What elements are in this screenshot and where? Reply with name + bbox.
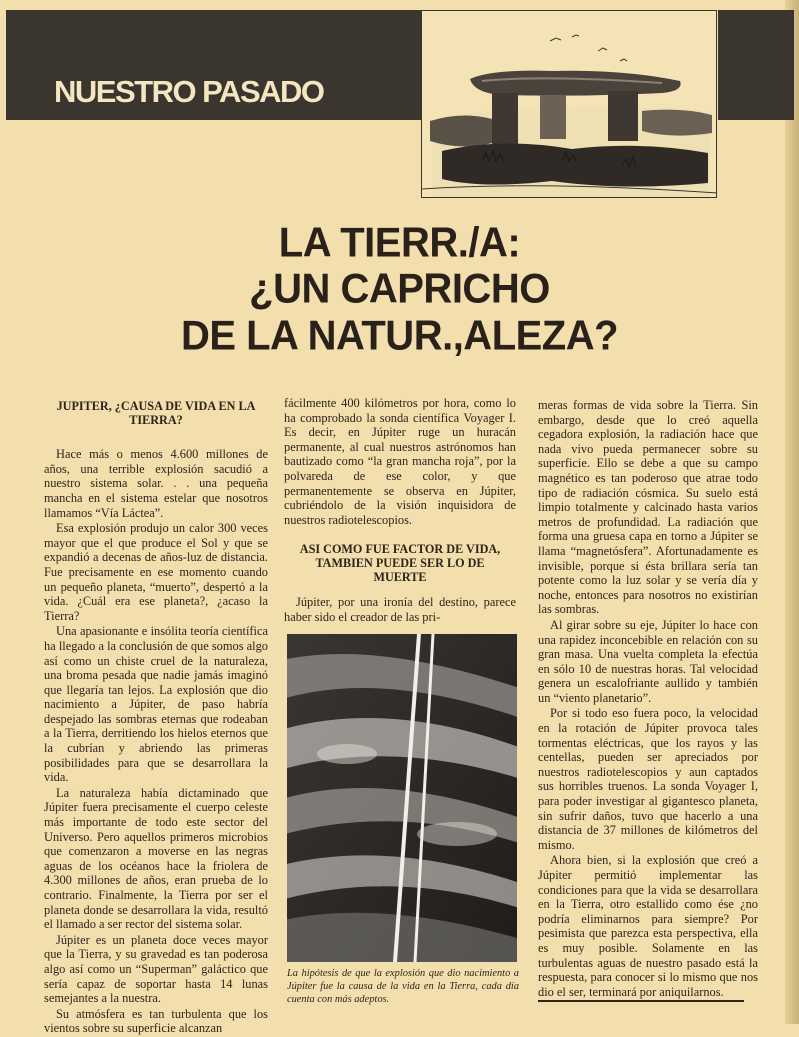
paragraph: Esa explosión produjo un calor 300 veces mayor que el que produce el Sol y que se expandió a decenas de años-luz de distancia. Fue precisamente en ese momento cuando un pequeño planeta, “muerto”, despertó a la vida. ¿Cuál era ese planeta?, ¿acaso la Tierra? bbox=[44, 521, 268, 623]
article-column-3 bbox=[538, 398, 758, 1000]
paragraph: Hace más o menos 4.600 millones de años, una terrible explosión sacudió a nuestro sistema solar. . . una pequeña mancha en el sistema estelar que nosotros llamamos “Vía Láctea”. bbox=[44, 447, 268, 520]
paragraph: Al girar sobre su eje, Júpiter lo hace con una rapidez inconcebible en relación con su gran masa. Una vuelta completa la efectúa en sólo 10 de nuestras horas. Tal velocidad genera un escalofriante aullido y también un “viento planetario”. bbox=[538, 617, 758, 705]
photo-caption: La hipótesis de que la explosión que dio nacimiento a Júpiter fue la causa de la vida en la Tierra, cada día cuenta con más adeptos. bbox=[287, 968, 519, 1005]
jupiter-bands-image bbox=[287, 634, 517, 962]
article-end-rule bbox=[538, 1000, 744, 1002]
paragraph: Júpiter es un planeta doce veces mayor que la Tierra, y su gravedad es tan poderosa algo así como un “Superman” galáctico que sería capaz de soportar hasta 14 lunas semejantes a la nuestra. bbox=[44, 932, 268, 1006]
headline-line-3: DE LA NATUR.,ALEZA? bbox=[180, 312, 619, 360]
column-1-subhead: JUPITER, ¿CAUSA DE VIDA EN LA TIERRA? bbox=[56, 399, 256, 427]
paragraph: fácilmente 400 kilómetros por hora, como lo ha comprobado la sonda científica Voyager I. Es decir, en Júpiter ruge un huracán permanente, al cual nuestros astrónomos han bautizado como “la gran mancha roja”, por la polvareda de ese color, y que permanentemente se observa en Júpiter, cubriéndolo de la visión inquisidora de nuestros radiotelescopios. bbox=[284, 396, 516, 527]
paragraph: meras formas de vida sobre la Tierra. Sin embargo, desde que lo creó aquella cegadora explosión, la radiación hace que nada vivo pueda permanecer sobre su superficie. Ello se debe a que su campo magnético es tan poderoso que atrae todo tipo de radiación cósmica. Su suelo está limpio totalmente y calcinado hasta varios metros de profundidad. La radiación que forma una gruesa capa en torno a Júpiter se llama “magnetósfera”. Afortunadamente es invisible, porque si ésta brillara sería tan potente como la luz solar y se vería día y noche, entonces para nosotros no existirían las sombras. bbox=[538, 398, 758, 617]
paragraph: Su atmósfera es tan turbulenta que los vientos sobre su superficie alcanzan bbox=[44, 1006, 268, 1036]
dolmen-illustration bbox=[421, 10, 717, 198]
paragraph: Júpiter, por una ironía del destino, parece haber sido el creador de las pri- bbox=[284, 595, 516, 624]
headline-line-2: ¿UN CAPRI​CHO bbox=[249, 265, 550, 313]
section-header-band-right bbox=[718, 10, 794, 120]
jupiter-photo bbox=[287, 634, 517, 962]
headline-line-1: LA TIERR./A: bbox=[278, 219, 521, 267]
dolmen-drawing bbox=[422, 11, 717, 198]
column-2-subhead: ASI COMO FUE FACTOR DE VIDA, TAMBIEN PUEDE SER LO DE MUERTE bbox=[299, 542, 501, 584]
section-title: NUESTRO PASADO bbox=[54, 74, 324, 109]
paragraph: Una apasionante e insólita teoría científica ha llegado a la conclusión de que somos algo así como un chiste cruel de la naturaleza, una broma pesada que nadie jamás imaginó que llegaría tan lejos. La explosión que dio nacimiento a Júpiter, de paso habría despejado las sombras eternas que rodeaban a la Tierra, derritiendo los hielos eternos que la cubrían y abriendo las primeras posibilidades para que se desarrollara la vida. bbox=[44, 624, 268, 785]
paragraph: Por si todo eso fuera poco, la velocidad en la rotación de Júpiter provoca tales tormentas eléctricas, que los rayos y las centellas, pueden ser apreciados por nuestros radiotelescopios y aun captados sus horribles truenos. La sonda Voyager I, para poder investigar al gigantesco planeta, sin sufrir daños, tuvo que hacerlo a una distancia de 37 millones de kilómetros del mismo. bbox=[538, 706, 758, 852]
page-edge bbox=[785, 0, 799, 1024]
paragraph: Ahora bien, si la explosión que creó a Júpiter permitió implementar las condiciones para que la vida se desarrollara en la Tierra, otro estallido como ése ¿no podría eliminarnos para siempre? Por pesimista que parezca esta perspectiva, ella es muy posible. Solamente en las turbulentas aguas de nuestro pasado está la respuesta, para conocer si lo mismo que nos dio el ser, terminará por aniquilarnos. bbox=[538, 853, 758, 999]
article-column-2 bbox=[284, 396, 516, 625]
paragraph: La naturaleza había dictaminado que Júpiter fuera precisamente el cuerpo celeste más importante de todo este sector del Universo. Pero aquellos primeros microbios que comenzaron a moverse en las negras aguas de los océanos hace la friolera de 4.300 millones de años, eran prueba de lo contrario. Finalmente, la Tierra por ser el planeta donde se desarrollara la vida, resultó el llamado a ser rector del sistema solar. bbox=[44, 785, 268, 932]
article-column-1 bbox=[44, 396, 268, 1037]
